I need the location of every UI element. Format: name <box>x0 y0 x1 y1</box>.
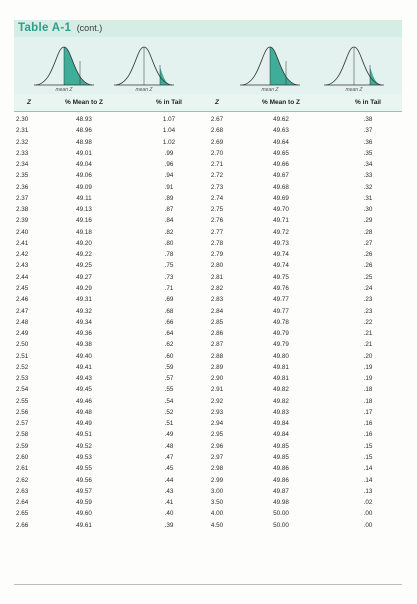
table-cell: 49.60 <box>76 510 92 518</box>
table-cell: 49.79 <box>273 341 289 349</box>
table-cell: 49.09 <box>76 183 92 191</box>
table-cell: 49.84 <box>273 420 289 428</box>
table-cell: 4.50 <box>210 521 224 529</box>
table-cell: .33 <box>363 172 373 180</box>
table-cell: 49.78 <box>273 318 289 326</box>
table-cell: 1.02 <box>162 138 176 146</box>
table-cell: .66 <box>164 318 174 326</box>
table-row <box>14 249 402 260</box>
table-cell: 2.50 <box>16 341 29 349</box>
table-cell: .14 <box>363 465 373 473</box>
table-row <box>14 137 402 148</box>
table-cell: .59 <box>164 363 174 371</box>
table-row <box>14 148 402 159</box>
table-cell: .32 <box>363 183 373 191</box>
table-cell: .62 <box>164 341 174 349</box>
table-cell: .26 <box>363 251 373 259</box>
table-cell: .00 <box>363 510 373 518</box>
table-cell: .22 <box>363 318 373 326</box>
bottom-rule <box>14 584 402 585</box>
table-cell: 49.62 <box>273 116 289 123</box>
table-cell: 49.80 <box>273 352 289 360</box>
table-row <box>14 193 402 204</box>
table-cell: 2.53 <box>16 375 29 383</box>
table-row <box>14 283 402 294</box>
table-cell: 49.55 <box>76 465 92 473</box>
table-cell: .57 <box>164 375 174 383</box>
table-cell: 2.97 <box>210 453 224 461</box>
table-cell: 2.79 <box>210 251 224 259</box>
table-cell: 2.70 <box>210 149 224 157</box>
table-cell: .15 <box>363 453 373 461</box>
table-row <box>14 508 402 519</box>
table-cell: 48.98 <box>76 138 92 146</box>
table-cell: .24 <box>363 284 373 292</box>
table-cell: 49.25 <box>76 262 92 270</box>
table-cell: 49.73 <box>273 239 289 247</box>
table-cell: .78 <box>164 251 174 259</box>
table-cell: 2.63 <box>16 487 29 495</box>
table-cell: 2.32 <box>16 138 29 146</box>
normal-curve-mean-to-z-1 <box>32 43 96 89</box>
table-cell: 49.01 <box>76 149 92 157</box>
table-row <box>14 170 402 181</box>
table-cell: .68 <box>164 307 174 315</box>
table-cell: 2.43 <box>16 262 29 270</box>
table-cell: 49.67 <box>273 172 289 180</box>
table-cell: 2.30 <box>16 116 29 123</box>
table-cell: 2.47 <box>16 307 29 315</box>
table-cell: 2.38 <box>16 206 29 214</box>
table-cell: 2.64 <box>16 499 29 507</box>
table-cell: 49.18 <box>76 228 92 236</box>
table-cell: .54 <box>164 397 174 405</box>
table-cell: 48.93 <box>76 116 92 123</box>
table-cell: 49.11 <box>76 194 92 202</box>
table-cell: .99 <box>164 149 174 157</box>
table-cell: .19 <box>363 363 373 371</box>
table-cell: 2.52 <box>16 363 29 371</box>
table-cell: 49.85 <box>273 442 289 450</box>
table-row <box>14 339 402 350</box>
table-cell: 2.33 <box>16 149 29 157</box>
table-cell: 49.64 <box>273 138 289 146</box>
table-cell: .80 <box>164 239 174 247</box>
normal-curve-mean-to-z-2 <box>238 43 302 89</box>
table-cell: .91 <box>164 183 174 191</box>
table-row <box>14 159 402 170</box>
table-cell: .75 <box>164 262 174 270</box>
table-cell: 2.31 <box>16 127 29 135</box>
table-cell: 49.98 <box>273 499 289 507</box>
table-cell: .51 <box>164 420 174 428</box>
table-cell: .39 <box>164 521 174 529</box>
table-cell: 2.84 <box>210 307 224 315</box>
table-cell: 49.69 <box>273 194 289 202</box>
table-cell: 2.82 <box>210 284 224 292</box>
table-cell: 2.40 <box>16 228 29 236</box>
table-cell: 2.75 <box>210 206 224 214</box>
table-cell: 2.89 <box>210 363 224 371</box>
table-cell: .18 <box>363 397 373 405</box>
table-cell: .29 <box>363 217 373 225</box>
table-row <box>14 238 402 249</box>
curve-label: mean Z <box>261 87 279 93</box>
table-row <box>14 294 402 305</box>
table-cell: 49.40 <box>76 352 92 360</box>
column-header-mean-to-z: % Mean to Z <box>262 99 300 106</box>
normal-curve-tail-2 <box>322 43 386 89</box>
table-cell: 2.99 <box>210 476 224 484</box>
table-cell: .02 <box>363 499 373 507</box>
column-header-in-tail: % in Tail <box>355 99 381 106</box>
table-row <box>14 452 402 463</box>
table-cell: .28 <box>363 228 373 236</box>
table-cell: .31 <box>363 194 373 202</box>
table-cell: 2.39 <box>16 217 29 225</box>
table-row <box>14 317 402 328</box>
table-row <box>14 272 402 283</box>
table-cell: 49.87 <box>273 487 289 495</box>
table-cell: 2.76 <box>210 217 224 225</box>
table-cell: .69 <box>164 296 174 304</box>
table-row <box>14 384 402 395</box>
table-cell: 3.00 <box>210 487 224 495</box>
table-cell: .48 <box>164 442 174 450</box>
table-cell: 2.71 <box>210 161 224 169</box>
table-row <box>14 351 402 362</box>
table-cell: .27 <box>363 239 373 247</box>
table-cell: 49.38 <box>76 341 92 349</box>
table-cell: 48.96 <box>76 127 92 135</box>
table-cell: 49.70 <box>273 206 289 214</box>
table-cell: .94 <box>164 172 174 180</box>
table-cell: 2.83 <box>210 296 224 304</box>
table-cell: 49.63 <box>273 127 289 135</box>
table-cell: .34 <box>363 161 373 169</box>
table-row <box>14 306 402 317</box>
table-cell: 2.62 <box>16 476 29 484</box>
table-cell: .89 <box>164 194 174 202</box>
table-cell: .82 <box>164 228 174 236</box>
table-cell: 49.81 <box>273 375 289 383</box>
table-row <box>14 328 402 339</box>
table-cell: 2.69 <box>210 138 224 146</box>
column-header-in-tail: % in Tail <box>156 99 182 106</box>
table-cell: 49.45 <box>76 386 92 394</box>
table-cell: 49.59 <box>76 499 92 507</box>
table-cell: 49.56 <box>76 476 92 484</box>
table-cell: 2.81 <box>210 273 224 281</box>
table-cell: .23 <box>363 296 373 304</box>
table-row <box>14 362 402 373</box>
table-cell: .47 <box>164 453 174 461</box>
table-cell: 49.77 <box>273 296 289 304</box>
table-cell: 49.31 <box>76 296 92 304</box>
table-cell: .52 <box>164 408 174 416</box>
table-cell: 49.76 <box>273 284 289 292</box>
table-cell: .38 <box>363 116 373 123</box>
table-cell: 2.78 <box>210 239 224 247</box>
table-cell: 2.96 <box>210 442 224 450</box>
table-cell: .21 <box>363 330 373 338</box>
table-cell: 2.85 <box>210 318 224 326</box>
table-cell: .17 <box>363 408 373 416</box>
table-cell: 49.71 <box>273 217 289 225</box>
table-cell: 2.92 <box>210 397 224 405</box>
table-cell: 2.36 <box>16 183 29 191</box>
curve-label: mean Z <box>55 87 73 93</box>
table-cell: 49.49 <box>76 420 92 428</box>
table-cell: 49.57 <box>76 487 92 495</box>
table-cell: 2.48 <box>16 318 29 326</box>
table-cell: .13 <box>363 487 373 495</box>
table-cell: 2.74 <box>210 194 224 202</box>
table-row <box>14 204 402 215</box>
table-cell: 2.57 <box>16 420 29 428</box>
curve-label: mean Z <box>135 87 153 93</box>
table-cell: 2.42 <box>16 251 29 259</box>
table-row <box>14 227 402 238</box>
table-cell: 49.27 <box>76 273 92 281</box>
table-cell: 49.82 <box>273 386 289 394</box>
table-cell: 49.53 <box>76 453 92 461</box>
table-cell: 2.56 <box>16 408 29 416</box>
table-cell: .18 <box>363 386 373 394</box>
table-cell: .49 <box>164 431 174 439</box>
table-cell: 49.82 <box>273 397 289 405</box>
table-cell: 49.79 <box>273 330 289 338</box>
table-cell: 2.61 <box>16 465 29 473</box>
table-cell: 49.85 <box>273 453 289 461</box>
table-cell: .43 <box>164 487 174 495</box>
table-row <box>14 463 402 474</box>
table-cell: .21 <box>363 341 373 349</box>
table-cell: 49.22 <box>76 251 92 259</box>
table-cell: 49.16 <box>76 217 92 225</box>
table-cell: .16 <box>363 420 373 428</box>
table-cell: .60 <box>164 352 174 360</box>
table-cell: 49.74 <box>273 251 289 259</box>
table-cell: .64 <box>164 330 174 338</box>
table-cell: .20 <box>363 352 373 360</box>
table-cell: 49.48 <box>76 408 92 416</box>
table-cell: 2.41 <box>16 239 29 247</box>
table-cell: 2.35 <box>16 172 29 180</box>
table-cell: 2.91 <box>210 386 224 394</box>
table-cell: 4.00 <box>210 510 224 518</box>
table-cell: 49.66 <box>273 161 289 169</box>
table-cell: 49.04 <box>76 161 92 169</box>
table-title: Table A-1 (cont.) <box>18 22 103 34</box>
table-cell: .44 <box>164 476 174 484</box>
table-cell: .71 <box>164 284 174 292</box>
table-cell: .36 <box>363 138 373 146</box>
table-cell: .55 <box>164 386 174 394</box>
table-cell: .35 <box>363 149 373 157</box>
table-cell: 49.34 <box>76 318 92 326</box>
table-cell: 1.07 <box>162 116 176 123</box>
table-cell: .45 <box>164 465 174 473</box>
table-cell: 49.72 <box>273 228 289 236</box>
table-cell: 2.80 <box>210 262 224 270</box>
curve-label: mean Z <box>345 87 363 93</box>
table-cell: .30 <box>363 206 373 214</box>
table-cell: 2.65 <box>16 510 29 518</box>
table-cell: .84 <box>164 217 174 225</box>
table-row <box>14 260 402 271</box>
table-cell: 2.98 <box>210 465 224 473</box>
table-cell: .96 <box>164 161 174 169</box>
table-cell: .41 <box>164 499 174 507</box>
table-row <box>14 114 402 125</box>
table-cell: 49.36 <box>76 330 92 338</box>
table-cell: 2.46 <box>16 296 29 304</box>
table-row <box>14 429 402 440</box>
table-row <box>14 520 402 531</box>
table-row <box>14 215 402 226</box>
table-row <box>14 396 402 407</box>
table-cell: 2.51 <box>16 352 29 360</box>
table-cell: 2.87 <box>210 341 224 349</box>
table-cell: 49.77 <box>273 307 289 315</box>
table-cell: 49.68 <box>273 183 289 191</box>
table-cell: .25 <box>363 273 373 281</box>
table-cell: .00 <box>363 521 373 529</box>
table-cell: 49.81 <box>273 363 289 371</box>
table-body <box>14 114 402 531</box>
table-cell: 2.59 <box>16 442 29 450</box>
table-cell: 2.95 <box>210 431 224 439</box>
table-cell: .16 <box>363 431 373 439</box>
column-header-z: Z <box>215 99 219 106</box>
table-cell: 49.74 <box>273 262 289 270</box>
table-cell: .23 <box>363 307 373 315</box>
table-cell: 2.88 <box>210 352 224 360</box>
normal-curve-tail-1 <box>112 43 176 89</box>
table-cell: 49.29 <box>76 284 92 292</box>
table-cell: 49.86 <box>273 476 289 484</box>
table-cell: 49.06 <box>76 172 92 180</box>
table-cell: .37 <box>363 127 373 135</box>
table-cell: 2.60 <box>16 453 29 461</box>
table-cell: .19 <box>363 375 373 383</box>
table-row <box>14 486 402 497</box>
table-cell: 2.58 <box>16 431 29 439</box>
table-row <box>14 475 402 486</box>
table-cell: 2.86 <box>210 330 224 338</box>
column-header-z: Z <box>27 99 31 106</box>
table-row <box>14 497 402 508</box>
table-cell: .26 <box>363 262 373 270</box>
table-cell: 49.43 <box>76 375 92 383</box>
table-cell: .15 <box>363 442 373 450</box>
table-cell: 2.94 <box>210 420 224 428</box>
table-cell: 49.13 <box>76 206 92 214</box>
table-cell: .73 <box>164 273 174 281</box>
table-cell: 49.41 <box>76 363 92 371</box>
table-cell: 49.51 <box>76 431 92 439</box>
table-cell: 2.49 <box>16 330 29 338</box>
table-cell: 2.34 <box>16 161 29 169</box>
table-cell: 2.68 <box>210 127 224 135</box>
table-cell: 2.67 <box>210 116 224 123</box>
table-cell: 2.37 <box>16 194 29 202</box>
title-suffix: (cont.) <box>76 23 103 33</box>
table-cell: .14 <box>363 476 373 484</box>
table-cell: 49.61 <box>76 521 92 529</box>
table-cell: .40 <box>164 510 174 518</box>
table-cell: 1.04 <box>162 127 176 135</box>
table-cell: 2.54 <box>16 386 29 394</box>
table-cell: 49.84 <box>273 431 289 439</box>
table-cell: 2.66 <box>16 521 29 529</box>
table-row <box>14 182 402 193</box>
table-cell: 3.50 <box>210 499 224 507</box>
table-cell: 2.44 <box>16 273 29 281</box>
table-cell: 49.52 <box>76 442 92 450</box>
table-cell: 2.45 <box>16 284 29 292</box>
table-cell: 50.00 <box>273 510 289 518</box>
table-cell: 2.73 <box>210 183 224 191</box>
table-cell: 49.86 <box>273 465 289 473</box>
table-cell: 49.46 <box>76 397 92 405</box>
table-cell: 49.32 <box>76 307 92 315</box>
table-row <box>14 407 402 418</box>
table-row <box>14 418 402 429</box>
table-cell: 2.90 <box>210 375 224 383</box>
table-row <box>14 441 402 452</box>
table-row <box>14 125 402 136</box>
table-cell: 49.83 <box>273 408 289 416</box>
table-row <box>14 373 402 384</box>
table-cell: 2.55 <box>16 397 29 405</box>
table-cell: 2.72 <box>210 172 224 180</box>
table-cell: 49.20 <box>76 239 92 247</box>
table-cell: 2.93 <box>210 408 224 416</box>
table-cell: .87 <box>164 206 174 214</box>
column-header-mean-to-z: % Mean to Z <box>65 99 103 106</box>
table-cell: 49.65 <box>273 149 289 157</box>
table-cell: 49.75 <box>273 273 289 281</box>
table-cell: 50.00 <box>273 521 289 529</box>
table-cell: 2.77 <box>210 228 224 236</box>
